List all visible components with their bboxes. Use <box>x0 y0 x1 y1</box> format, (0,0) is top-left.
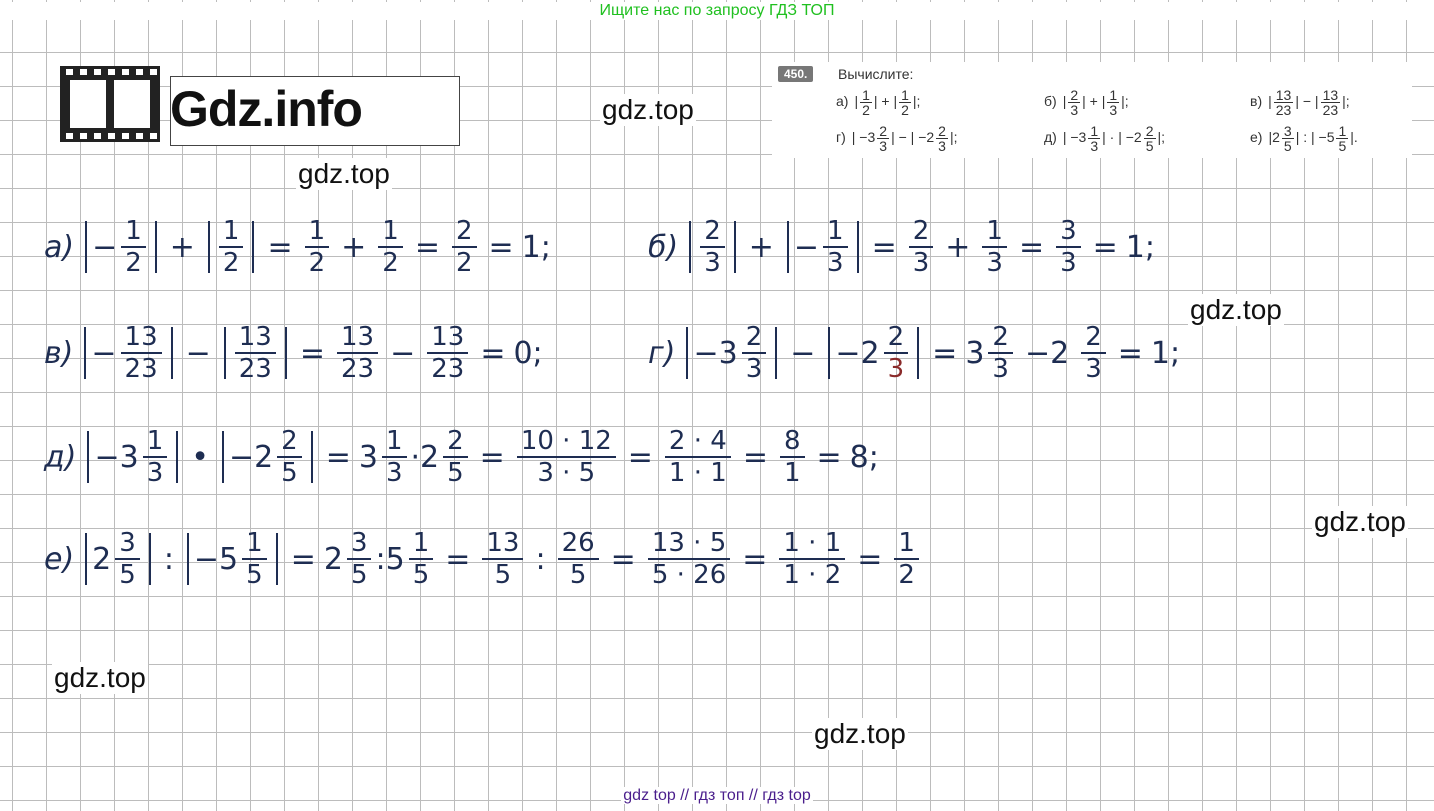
watermark: gdz.top <box>602 94 694 125</box>
film-strip-icon <box>58 64 162 144</box>
watermark: gdz.top <box>1314 506 1406 537</box>
solution-d: д) −3 $\frac{1}{3}$ • −2 $\frac{2}{5}$ = 3 $\frac{1}{3}$ ·2 $\frac{2}{5}$ = $\frac{10 \cdot 12}{3 \cdot 5}$ = $\frac{2 \cdot 4}{1 \cdot 1}$ = $\frac{8}{1}$ = 8; <box>44 426 879 488</box>
solution-e: е) 2 $\frac{3}{5}$ : −5 $\frac{1}{5}$ = 2 $\frac{3}{5}$ :5 $\frac{1}{5}$ = $\frac{13}{5}$ : $\frac{26}{5}$ = $\frac{13 \cdot 5}{5 \cdot 26}$ = $\frac{1 \cdot 1}{1 \cdot 2}$ = $\frac{1}{2}$ <box>44 530 923 588</box>
watermark: gdz.top <box>298 158 390 189</box>
task-item: в) | $\frac{13}{23}$ | − | $\frac{13}{23}$ |; <box>1250 87 1350 118</box>
task-item: г) | −3 $\frac{2}{3}$ | − | −2 $\frac{2}{3}$ |; <box>836 123 958 154</box>
task-item: а) | $\frac{1}{2}$ | + | $\frac{1}{2}$ |; <box>836 87 921 118</box>
solution-v: в) − $\frac{13}{23}$ − $\frac{13}{23}$ = $\frac{13}{23}$ − $\frac{13}{23}$ = 0; <box>44 322 543 384</box>
task-number: 450. <box>778 66 813 82</box>
solution-a: а) − $\frac{1}{2}$ + $\frac{1}{2}$ = $\frac{1}{2}$ + $\frac{1}{2}$ = $\frac{2}{2}$ = 1; <box>44 216 551 278</box>
site-logo[interactable]: Gdz.info <box>170 81 362 137</box>
watermark: gdz.top <box>814 718 906 749</box>
solution-b: б) $\frac{2}{3}$ + − $\frac{1}{3}$ = $\frac{2}{3}$ + $\frac{1}{3}$ = $\frac{3}{3}$ = 1; <box>648 216 1155 278</box>
task-title: Вычислите: <box>838 66 914 82</box>
solution-g: г) −3 $\frac{2}{3}$ − −2 $\frac{2}{3}$ = 3 $\frac{2}{3}$ −2 $\frac{2}{3}$ = 1; <box>648 322 1181 384</box>
bottom-banner[interactable]: gdz top // гдз топ // гдз top <box>623 787 811 804</box>
watermark: gdz.top <box>1190 294 1282 325</box>
watermark: gdz.top <box>54 662 146 693</box>
top-banner: Ищите нас по запросу ГДЗ ТОП <box>0 2 1434 20</box>
task-item: б) | $\frac{2}{3}$ | + | $\frac{1}{3}$ |; <box>1044 87 1129 118</box>
task-item: е) |2 $\frac{3}{5}$ | : | −5 $\frac{1}{5}$ |. <box>1250 123 1358 154</box>
task-panel <box>772 62 1412 158</box>
task-item: д) | −3 $\frac{1}{3}$ | · | −2 $\frac{2}{5}$ |; <box>1044 123 1166 154</box>
